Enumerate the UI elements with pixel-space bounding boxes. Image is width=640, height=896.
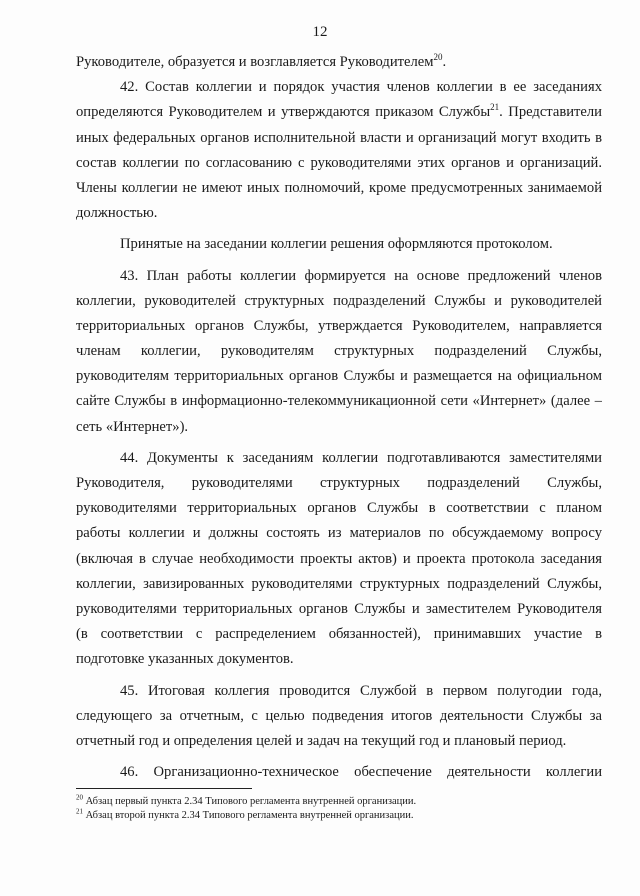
paragraph-44: [76, 446, 602, 673]
footnotes: [76, 795, 602, 823]
paragraph-45: [76, 679, 602, 755]
text-line: следующего за отчетным, с целью подведения итогов деятельности Службы за: [76, 707, 602, 724]
text-line: коллегии, руководителей структурных подразделений Службы и руководителей: [76, 292, 602, 309]
footnote-21: $^{21}$ Абзац второй пункта 2.34 Типового регламента внутренней организации.: [76, 807, 414, 821]
text-line: 45. Итоговая коллегия проводится Службой в первом полугодии года,: [120, 682, 602, 699]
text-line: Члены коллегии не имеют иных полномочий, кроме предусмотренных занимаемой: [76, 179, 602, 196]
text-line: Руководителе, образуется и возглавляется Руководителем$^{20}$.: [76, 52, 447, 70]
text-line: сайте Службы в информационно-телекоммуникационной сети «Интернет» (далее –: [76, 393, 602, 410]
text-line: подготовке указанных документов.: [76, 651, 294, 668]
text-line: коллегии, завизированных руководителями структурных подразделений Службы,: [76, 575, 602, 592]
text-line: определяются Руководителем и утверждаются приказом Службы$^{21}$. Представители: [76, 102, 602, 121]
text-line: иных федеральных органов исполнительной власти и организаций могут входить в: [76, 129, 602, 146]
text-line: (включая в случае необходимости проекты актов) и проекта протокола заседания: [76, 550, 602, 567]
footnote-ref-20: 20: [433, 52, 443, 63]
text-line: руководителями территориальных органов Службы в соответствии с планом: [76, 500, 602, 517]
footnote-separator: [76, 788, 252, 789]
footnote-ref-21: 21: [490, 102, 500, 113]
text-line: территориальных органов Службы, утверждается Руководителем, направляется: [76, 317, 602, 334]
text-line: руководителям территориальных органов Службы и размещается на официальном: [76, 368, 602, 385]
text-line: 42. Состав коллегии и порядок участия членов коллегии в ее заседаниях: [120, 79, 602, 96]
text-line: состав коллегии по согласованию с руководителями этих органов и организаций.: [76, 154, 602, 171]
text-line: 43. План работы коллегии формируется на основе предложений членов: [120, 267, 602, 284]
paragraph-46: [76, 760, 602, 785]
text-line: Принятые на заседании коллегии решения оформляются протоколом.: [120, 236, 553, 253]
page-number: 12: [312, 24, 328, 40]
text-line: работы коллегии и должны состоять из материалов по обсуждаемому вопросу: [76, 525, 602, 542]
text-line: членам коллегии, руководителям структурных подразделений Службы,: [76, 343, 602, 360]
paragraph-43: [76, 264, 602, 440]
paragraph-42-protocol: [76, 232, 602, 257]
text-line: руководителями территориальных органов Службы и заместителем Руководителя: [76, 600, 602, 617]
footnote-20: $^{20}$ Абзац первый пункта 2.34 Типового регламента внутренней организации.: [76, 793, 417, 807]
text-line: 44. Документы к заседаниям коллегии подготавливаются заместителями: [120, 449, 602, 466]
paragraph-continued: [76, 50, 602, 75]
text-line: сеть «Интернет»).: [76, 418, 189, 435]
paragraph-42: [76, 75, 602, 226]
text-line: Руководителя, руководителями структурных подразделений Службы,: [76, 475, 602, 491]
text-line: должностью.: [76, 205, 158, 222]
document-body: [76, 50, 602, 785]
text-line: (в соответствии с распределением обязанностей), принимавших участие в: [76, 626, 602, 643]
text-line: 46. Организационно-техническое обеспечение деятельности коллегии: [120, 764, 602, 781]
text-line: отчетный год и определения целей и задач на текущий год и плановый период.: [76, 732, 567, 749]
